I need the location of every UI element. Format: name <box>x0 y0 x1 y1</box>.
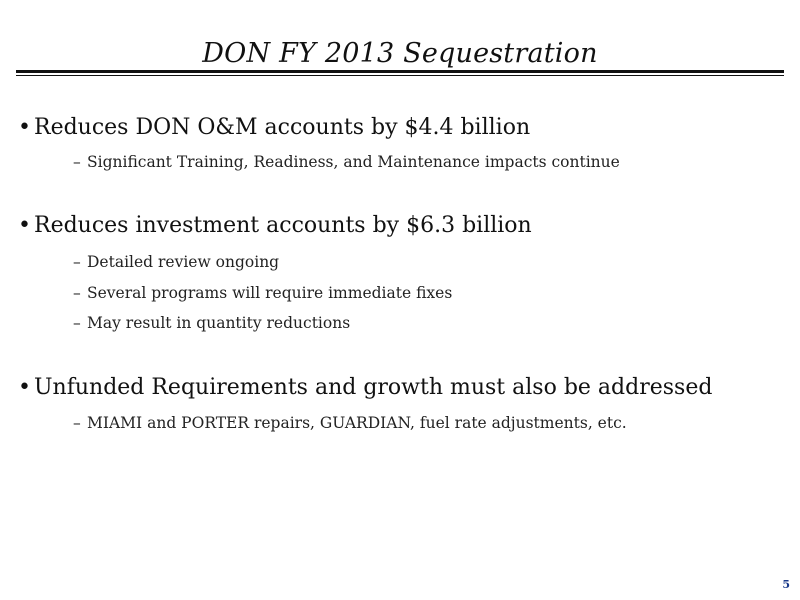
bullet-text: Reduces investment accounts by $6.3 billion <box>34 213 532 238</box>
bullet-item <box>18 212 532 240</box>
title-divider-thick <box>16 70 784 73</box>
bullet-marker: • <box>18 375 31 400</box>
sub-bullet-text: Significant Training, Readiness, and Maintenance impacts continue <box>87 153 620 171</box>
sub-bullet-marker: – <box>73 314 81 332</box>
sub-bullet-marker: – <box>73 284 81 302</box>
sub-bullet-item <box>73 412 627 434</box>
bullet-marker: • <box>18 213 31 238</box>
bullet-text: Unfunded Requirements and growth must also be addressed <box>34 375 713 400</box>
sub-bullet-text: Detailed review ongoing <box>87 253 280 271</box>
bullet-item <box>18 374 712 402</box>
page-number: 5 <box>782 578 790 591</box>
title-divider-thin <box>16 75 784 76</box>
sub-bullet-text: May result in quantity reductions <box>87 314 351 332</box>
sub-bullet-item <box>73 251 279 273</box>
sub-bullet-item <box>73 151 620 173</box>
sub-bullet-text: Several programs will require immediate fixes <box>87 284 453 302</box>
sub-bullet-marker: – <box>73 414 81 432</box>
bullet-item <box>18 114 530 142</box>
sub-bullet-marker: – <box>73 153 81 171</box>
sub-bullet-item <box>73 312 350 334</box>
slide-title: DON FY 2013 Sequestration <box>202 38 598 69</box>
sub-bullet-text: MIAMI and PORTER repairs, GUARDIAN, fuel rate adjustments, etc. <box>87 414 627 432</box>
bullet-marker: • <box>18 115 31 140</box>
sub-bullet-item <box>73 282 452 304</box>
sub-bullet-marker: – <box>73 253 81 271</box>
bullet-text: Reduces DON O&M accounts by $4.4 billion <box>34 115 531 140</box>
